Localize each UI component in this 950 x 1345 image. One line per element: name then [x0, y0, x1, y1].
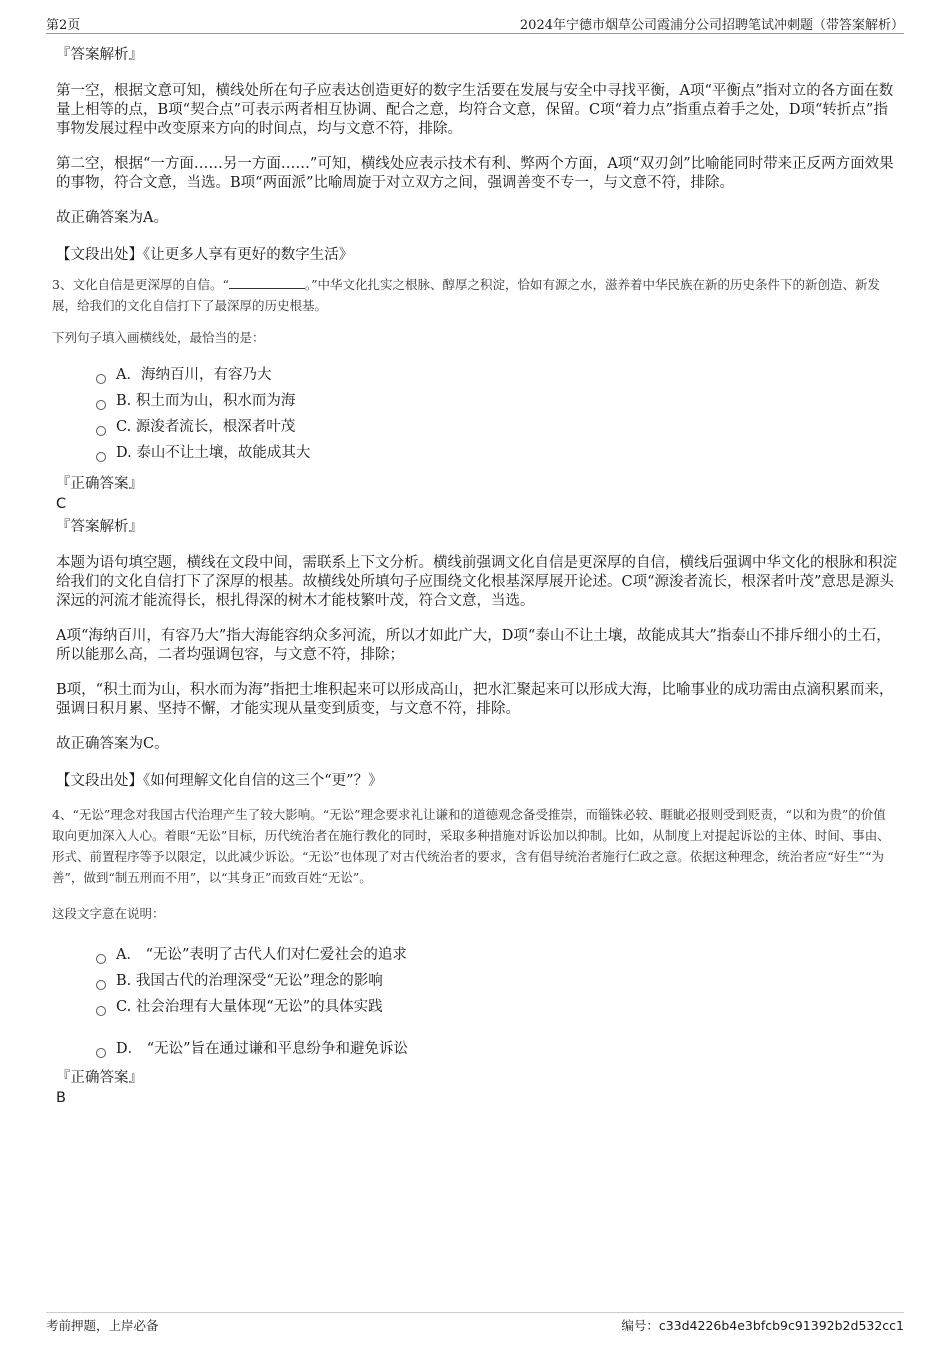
document-title: 2024年宁德市烟草公司霞浦分公司招聘笔试冲刺题（带答案解析）: [519, 18, 904, 33]
radio-icon[interactable]: [96, 374, 106, 384]
q3-stem-after: 。”中华文化扎实之根脉、醇厚之积淀，恰如有源之水，滋养着中华民族在新的历史条件下的新创造、新发展，给我们的文化自信打下了最深厚的历史根基。: [52, 277, 881, 313]
page-footer: [46, 1312, 904, 1335]
q4-stem: 4、“无讼”理念对我国古代治理产生了较大影响。“无讼”理念要求礼让谦和的道德观念备受推崇，而锱铢必较、睚眦必报则受到贬责，“以和为贵”的价值取向更加深入人心。着眼“无讼”目标，历代统治者在施行教化的同时，采取多种措施对诉讼加以抑制。比如，从制度上对提起诉讼的主体、时间、事由、形式、前置程序等予以限定，以此减少诉讼。“无讼”也体现了对古代统治者的要求，含有倡导统治者施行仁政之意。依据这种理念，统治者应“好生”“为善”，做到“制五刑而不用”，以“其身正”而致百姓“无讼”。: [52, 807, 890, 885]
q4-answer-label: 『正确答案』: [56, 1070, 143, 1086]
q3-option-a[interactable]: [96, 362, 898, 388]
radio-icon[interactable]: [96, 400, 106, 410]
code-label: 编号：: [621, 1318, 659, 1333]
q3-analysis-label: 『答案解析』: [56, 519, 143, 535]
q3-option-d[interactable]: [96, 440, 898, 466]
q4-option-b[interactable]: [96, 968, 898, 994]
option-label: C. 社会治理有大量体现“无讼”的具体实践: [116, 999, 383, 1015]
page-number: 第2页: [46, 18, 81, 33]
q3-answer: C: [56, 496, 67, 512]
option-label: B. 我国古代的治理深受“无讼”理念的影响: [116, 973, 383, 989]
q3-analysis-p1: 本题为语句填空题，横线在文段中间，需联系上下文分析。横线前强调文化自信是更深厚的自信，横线后强调中华文化的根脉和积淀给我们的文化自信打下了深厚的根基。故横线处所填句子应围绕文化根基深厚展开论述。C项“源浚者流长，根深者叶茂”意思是源头深远的河流才能流得长，根扎得深的树木才能枝繁叶茂，符合文意，当选。: [56, 555, 897, 609]
q4-prompt: 这段文字意在说明：: [52, 906, 165, 921]
footer-slogan: 考前押题，上岸必备: [46, 1318, 159, 1333]
q2-analysis-label: 『答案解析』: [56, 47, 143, 63]
q2-conclusion: 故正确答案为A。: [56, 210, 168, 226]
option-label: D. 泰山不让土壤，故能成其大: [116, 445, 311, 461]
q3-conclusion: 故正确答案为C。: [56, 736, 169, 752]
radio-icon[interactable]: [96, 1006, 106, 1016]
q3-stem: [52, 274, 898, 316]
option-label: D． “无讼”旨在通过谦和平息纷争和避免诉讼: [116, 1041, 409, 1057]
q4-options: [96, 942, 898, 1062]
code-value: c33d4226b4e3bfcb9c91392b2d532cc1: [658, 1318, 904, 1333]
q4-option-c[interactable]: [96, 994, 898, 1020]
q2-analysis-p2: 第二空，根据“一方面……另一方面……”可知，横线处应表示技术有利、弊两个方面，A项“双刃剑”比喻能同时带来正反两方面效果的事物，符合文意，当选。B项“两面派”比喻周旋于对立双方之间，强调善变不专一，与文意不符，排除。: [56, 156, 894, 191]
option-label: A．海纳百川，有容乃大: [116, 367, 272, 383]
option-label: B. 积土而为山，积水而为海: [116, 393, 296, 409]
q2-analysis-p1: 第一空，根据文意可知，横线处所在句子应表达创造更好的数字生活要在发展与安全中寻找平衡，A项“平衡点”指对立的各方面在数量上相等的点，B项“契合点”可表示两者相互协调、配合之意，均符合文意，保留。C项“着力点”指重点着手之处，D项“转折点”指事物发展过程中改变原来方向的时间点，均与文意不符，排除。: [56, 83, 894, 137]
radio-icon[interactable]: [96, 954, 106, 964]
radio-icon[interactable]: [96, 1048, 106, 1058]
radio-icon[interactable]: [96, 426, 106, 436]
q3-source: 【文段出处】《如何理解文化自信的这三个“更”？》: [56, 773, 383, 789]
q3-analysis-p3: B项，“积土而为山，积水而为海”指把土堆积起来可以形成高山，把水汇聚起来可以形成大海，比喻事业的成功需由点滴积累而来，强调日积月累、坚持不懈，才能实现从量变到质变，与文意不符，排除。: [56, 682, 894, 717]
q3-analysis-p2: A项“海纳百川，有容乃大”指大海能容纳众多河流，所以才如此广大，D项“泰山不让土壤，故能成其大”指泰山不排斥细小的土石，所以能那么高，二者均强调包容，与文意不符，排除；: [56, 628, 891, 663]
q3-answer-label: 『正确答案』: [56, 476, 143, 492]
page-header: [46, 13, 904, 34]
q3-stem-before: 3、文化自信是更深厚的自信。“: [52, 277, 229, 292]
q3-prompt: 下列句子填入画横线处，最恰当的是：: [52, 330, 265, 345]
radio-icon[interactable]: [96, 980, 106, 990]
q4-option-d[interactable]: [96, 1036, 898, 1062]
page-content: [52, 44, 898, 1110]
q3-blank: [229, 276, 305, 289]
q3-option-c[interactable]: [96, 414, 898, 440]
q3-options: [96, 362, 898, 466]
q2-source: 【文段出处】《让更多人享有更好的数字生活》: [56, 247, 354, 263]
radio-icon[interactable]: [96, 452, 106, 462]
option-label: C. 源浚者流长，根深者叶茂: [116, 419, 296, 435]
q4-option-a[interactable]: [96, 942, 898, 968]
q3-option-b[interactable]: [96, 388, 898, 414]
option-label: A． “无讼”表明了古代人们对仁爱社会的追求: [116, 947, 407, 963]
q4-answer: B: [56, 1090, 66, 1106]
footer-code: [621, 1316, 904, 1334]
